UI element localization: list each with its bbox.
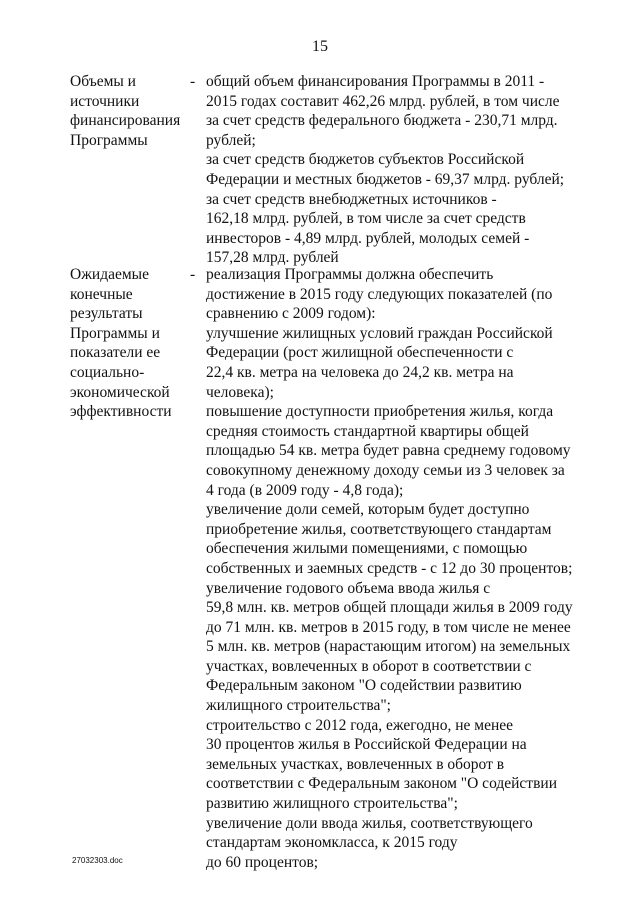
content-line: земельных участках, вовлеченных в оборот в <box>206 755 505 773</box>
content-line: за счет средств федерального бюджета - 230,71 млрд. <box>206 112 558 130</box>
content-line: инвесторов - 4,89 млрд. рублей, молодых семей - <box>206 229 530 247</box>
funding-content <box>206 72 586 268</box>
content-line: 2015 годах составит 462,26 млрд. рублей, в том числе <box>206 92 560 110</box>
label-line: социально- <box>70 363 145 381</box>
content-line: средняя стоимость стандартной квартиры общей <box>206 422 529 440</box>
label-line: показатели ее <box>70 344 161 362</box>
document-filename: 27032303.doc <box>72 856 123 865</box>
label-line: Программы и <box>70 324 160 342</box>
content-line: приобретение жилья, соответствующего стандартам <box>206 520 552 538</box>
content-line: увеличение доли ввода жилья, соответствующего <box>206 814 533 832</box>
content-line: 5 млн. кв. метров (нарастающим итогом) на земельных <box>206 638 571 656</box>
content-line: 30 процентов жилья в Российской Федерации на <box>206 736 527 754</box>
content-line: рублей; <box>206 131 256 149</box>
content-line: улучшение жилищных условий граждан Российской <box>206 324 553 342</box>
label-line: эффективности <box>70 403 172 421</box>
content-line: 59,8 млн. кв. метров общей площади жилья в 2009 году <box>206 599 573 617</box>
content-line: жилищного строительства"; <box>206 697 391 715</box>
dash-separator: - <box>190 73 196 90</box>
page-number: 15 <box>312 38 328 55</box>
content-line: сравнению с 2009 годом): <box>206 305 376 323</box>
content-line: за счет средств внебюджетных источников - <box>206 190 497 208</box>
content-line: 4 года (в 2009 году - 4,8 года); <box>206 481 404 499</box>
content-line: Федерации (рост жилищной обеспеченности с <box>206 344 514 362</box>
content-line: повышение доступности приобретения жилья, когда <box>206 403 554 421</box>
results-label <box>70 265 190 422</box>
label-line: экономической <box>70 383 170 401</box>
content-line: обеспечения жилыми помещениями, с помощью <box>206 540 528 558</box>
content-line: 22,4 кв. метра на человека до 24,2 кв. метра на <box>206 363 514 381</box>
content-line: 157,28 млрд. рублей <box>206 249 339 267</box>
content-line: строительство с 2012 года, ежегодно, не менее <box>206 716 514 734</box>
label-line: Объемы и <box>70 73 136 90</box>
content-line: Федерации и местных бюджетов - 69,37 млрд. рублей; <box>206 170 565 188</box>
label-line: Программы <box>70 131 148 149</box>
content-line: увеличение годового объема ввода жилья с <box>206 579 491 597</box>
content-line: соответствии с Федеральным законом "О содействии <box>206 775 557 793</box>
label-line: финансирования <box>70 112 181 130</box>
funding-label <box>70 72 190 150</box>
content-line: до 60 процентов; <box>206 853 319 871</box>
results-content <box>206 265 586 872</box>
content-line: собственных и заемных средств - с 12 до 30 процентов; <box>206 559 573 577</box>
content-line: реализация Программы должна обеспечить <box>206 266 494 283</box>
content-line: стандартам экономкласса, к 2015 году <box>206 834 458 852</box>
content-line: до 71 млн. кв. метров в 2015 году, в том числе не менее <box>206 618 571 636</box>
label-line: Ожидаемые <box>70 266 149 283</box>
content-line: участках, вовлеченных в оборот в соответствии с <box>206 657 532 675</box>
content-line: увеличение доли семей, которым будет доступно <box>206 501 530 519</box>
content-line: Федеральным законом "О содействии развитию <box>206 677 522 695</box>
content-line: площадью 54 кв. метра будет равна среднему годовому <box>206 442 571 460</box>
content-line: развитию жилищного строительства"; <box>206 795 458 813</box>
label-line: источники <box>70 92 140 110</box>
content-line: 162,18 млрд. рублей, в том числе за счет средств <box>206 210 526 228</box>
dash-separator: - <box>190 266 196 283</box>
content-line: общий объем финансирования Программы в 2011 - <box>206 73 545 90</box>
label-line: результаты <box>70 305 143 323</box>
content-line: достижение в 2015 году следующих показателей (по <box>206 285 553 303</box>
content-line: человека); <box>206 383 274 401</box>
content-line: за счет средств бюджетов субъектов Российской <box>206 151 525 169</box>
content-line: совокупному денежному доходу семьи из 3 человек за <box>206 461 565 479</box>
label-line: конечные <box>70 285 133 303</box>
